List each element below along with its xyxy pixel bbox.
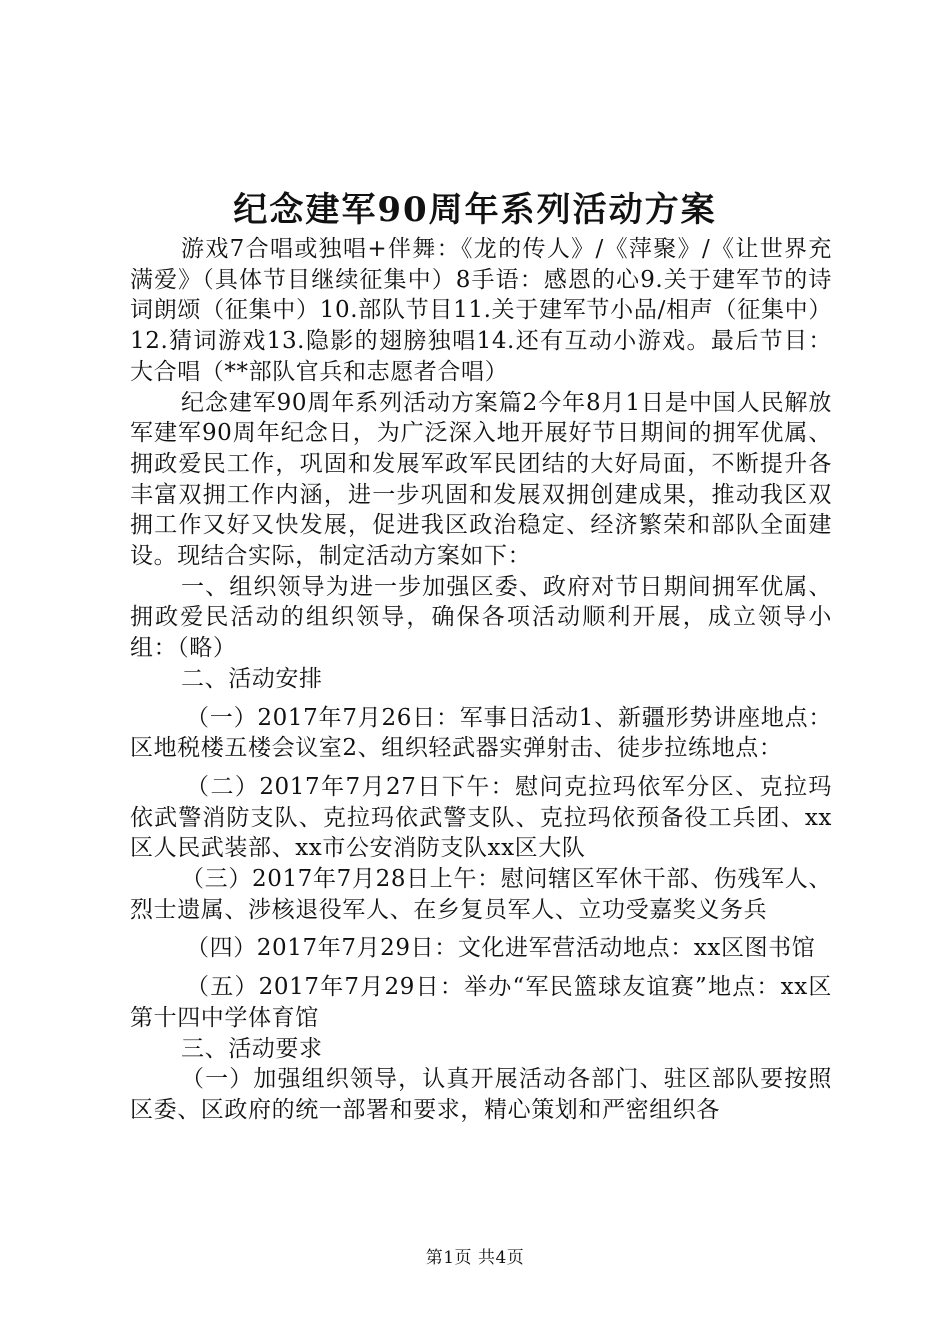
paragraph-organization: 一、组织领导为进一步加强区委、政府对节日期间拥军优属、拥政爱民活动的组织领导，确保各项活动顺利开展，成立领导小组：（略）	[130, 573, 832, 662]
document-body	[130, 234, 832, 1126]
activity-item-2: （二）2017年7月27日下午：慰问克拉玛依军分区、克拉玛依武警消防支队、克拉玛依武警支队、克拉玛依预备役工兵团、xx区人民武装部、xx市公安消防支队xx区大队	[130, 773, 832, 862]
section-heading-requirements: 三、活动要求	[181, 1035, 323, 1062]
section-heading-activities: 二、活动安排	[181, 665, 323, 692]
activity-item-4: （四）2017年7月29日：文化进军营活动地点：xx区图书馆	[186, 935, 816, 962]
document-title: 纪念建军90周年系列活动方案	[233, 190, 717, 230]
requirement-item-1: （一）加强组织领导，认真开展活动各部门、驻区部队要按照区委、区政府的统一部署和要求，精心策划和严密组织各	[130, 1066, 832, 1123]
activity-item-5: （五）2017年7月29日：举办“军民篮球友谊赛”地点：xx区第十四中学体育馆	[130, 974, 832, 1031]
paragraph-plan-intro: 纪念建军90周年系列活动方案篇2今年8月1日是中国人民解放军建军90周年纪念日，为广泛深入地开展好节日期间的拥军优属、拥政爱民工作，巩固和发展军政军民团结的大好局面，不断提升各丰富双拥工作内涵，进一步巩固和发展双拥创建成果，推动我区双拥工作又好又快发展，促进我区政治稳定、经济繁荣和部队全面建设。现结合实际，制定活动方案如下：	[130, 389, 832, 570]
activity-item-1: （一）2017年7月26日：军事日活动1、新疆形势讲座地点：区地税楼五楼会议室2、组织轻武器实弹射击、徒步拉练地点：	[130, 704, 832, 762]
page-number-footer: 第1页 共4页	[425, 1248, 525, 1268]
activity-item-3: （三）2017年7月28日上午：慰问辖区军休干部、伤残军人、烈士遗属、涉核退役军人、在乡复员军人、立功受嘉奖义务兵	[130, 866, 832, 923]
paragraph-program-list: 游戏7合唱或独唱+伴舞：《龙的传人》/《萍聚》/《让世界充满爱》（具体节目继续征集中）8手语：感恩的心9.关于建军节的诗词朗颂（征集中）10.部队节目11.关于建军节小品/相声（征集中）12.猜词游戏13.隐影的翅膀独唱14.还有互动小游戏。最后节目：大合唱（**部队官兵和志愿者合唱）	[130, 236, 832, 385]
